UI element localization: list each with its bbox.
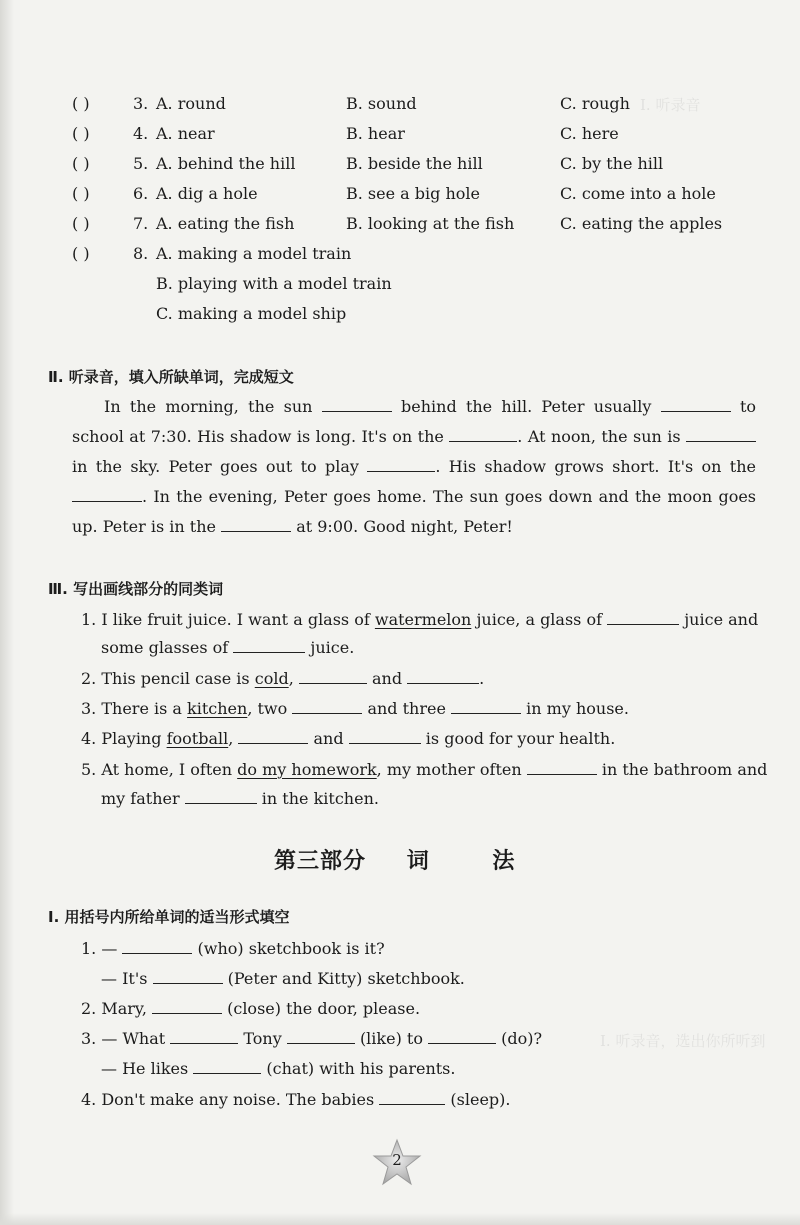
question-text: 4. Playing	[81, 729, 162, 748]
question-text: some glasses of	[101, 638, 229, 657]
page-bottom-shadow	[0, 1213, 800, 1225]
question-text: and three	[367, 699, 446, 718]
option-a: A. behind the hill	[156, 154, 296, 173]
answer-bracket[interactable]: ( )	[72, 154, 90, 173]
answer-bracket[interactable]: ( )	[72, 94, 90, 113]
question-text: , two	[247, 699, 288, 718]
underlined-word: do my homework	[237, 760, 377, 779]
blank[interactable]	[299, 667, 367, 684]
question-text: (chat) with his parents.	[266, 1059, 456, 1078]
passage-text: at 7:30. His shadow is long. It's on the	[129, 427, 444, 446]
question-number: 8.	[133, 244, 149, 263]
section-heading-grammar: Ⅰ. 用括号内所给单词的适当形式填空	[48, 908, 290, 926]
answer-bracket[interactable]: ( )	[72, 124, 90, 143]
question-text: and	[313, 729, 344, 748]
synonym-question-1	[81, 608, 758, 630]
question-text: 3. — What	[81, 1029, 166, 1048]
blank[interactable]	[153, 967, 223, 984]
question-text: juice, a glass of	[476, 610, 603, 629]
blank[interactable]	[607, 608, 679, 625]
option-a: A. round	[156, 94, 226, 113]
underlined-word: kitchen	[187, 699, 248, 718]
blank[interactable]	[238, 727, 308, 744]
blank[interactable]	[122, 937, 192, 954]
question-text: (like) to	[359, 1029, 423, 1048]
option-a: A. eating the fish	[156, 214, 295, 233]
question-text: ,	[288, 669, 294, 688]
passage	[72, 392, 756, 542]
question-text: — It's	[101, 969, 148, 988]
passage-text: in the	[72, 457, 122, 476]
section-heading-synonyms: Ⅲ. 写出画线部分的同类词	[48, 580, 224, 598]
blank[interactable]	[322, 395, 392, 412]
option-a: A. making a model train	[156, 244, 352, 263]
blank[interactable]	[451, 697, 521, 714]
passage-text: . At noon, the sun is	[517, 427, 681, 446]
grammar-question-4	[81, 1088, 510, 1110]
question-text: 4. Don't make any noise. The babies	[81, 1090, 375, 1109]
blank[interactable]	[428, 1027, 496, 1044]
part-title	[274, 844, 515, 875]
blank[interactable]	[287, 1027, 355, 1044]
grammar-question-3-answer	[101, 1057, 455, 1079]
blank[interactable]	[686, 425, 756, 442]
option-a: A. near	[156, 124, 215, 143]
blank[interactable]	[449, 425, 517, 442]
part-title-number: 第三部分	[274, 849, 367, 874]
option-b: B. see a big hole	[346, 184, 480, 203]
question-text: in the bathroom and	[601, 760, 768, 779]
passage-text: the evening, Peter goes home. The sun goes down and the moon goes up. Peter is in the	[72, 487, 757, 536]
question-number: 3.	[133, 94, 149, 113]
grammar-question-2	[81, 997, 420, 1019]
question-text: 2. This pencil case is	[81, 669, 250, 688]
part-title-word: 法	[492, 849, 516, 874]
passage-text: at 9:00. Good night, Peter!	[296, 517, 513, 536]
question-text: and	[371, 669, 403, 688]
option-a: A. dig a hole	[156, 184, 258, 203]
grammar-question-1-answer	[101, 967, 465, 989]
option-b: B. hear	[346, 124, 405, 143]
synonym-question-1-cont	[101, 636, 354, 658]
option-c: C. eating the apples	[560, 214, 723, 233]
grammar-question-3	[81, 1027, 542, 1049]
passage-text: . His shadow grows short. It's on the	[435, 457, 757, 476]
question-number: 5.	[133, 154, 149, 173]
question-text: juice and	[684, 610, 759, 629]
option-b: B. beside the hill	[346, 154, 483, 173]
underlined-word: cold	[254, 669, 289, 688]
passage-text: behind the hill. Peter usually	[401, 397, 652, 416]
synonym-question-4	[81, 727, 615, 749]
option-b: B. playing with a model train	[156, 274, 392, 293]
option-b: B. sound	[346, 94, 417, 113]
blank[interactable]	[349, 727, 421, 744]
page-number: 2	[392, 1151, 402, 1169]
question-text: .	[479, 669, 485, 688]
question-text: 3. There is a	[81, 699, 182, 718]
question-text: juice.	[310, 638, 355, 657]
option-c: C. making a model ship	[156, 304, 347, 323]
blank[interactable]	[221, 515, 291, 532]
blank[interactable]	[170, 1027, 238, 1044]
bleed-through-text: Ⅰ. 听录音，选出你所听到	[600, 1032, 766, 1050]
bleed-through-text: Ⅰ. 听录音	[640, 96, 701, 114]
question-text: Tony	[243, 1029, 282, 1048]
question-text: in my house.	[526, 699, 629, 718]
blank[interactable]	[527, 758, 597, 775]
question-text: 1. —	[81, 939, 118, 958]
blank[interactable]	[185, 787, 257, 804]
underlined-word: watermelon	[374, 610, 472, 629]
blank[interactable]	[72, 485, 142, 502]
passage-text: In the morning, the sun	[104, 397, 313, 416]
question-text: 1. I like fruit juice. I want a glass of	[81, 610, 370, 629]
blank[interactable]	[152, 997, 222, 1014]
passage-text: sky. Peter goes out to play	[130, 457, 359, 476]
answer-bracket[interactable]: ( )	[72, 244, 90, 263]
synonym-question-5	[81, 758, 767, 780]
blank[interactable]	[193, 1057, 261, 1074]
question-text: my father	[101, 789, 180, 808]
option-c: C. by the hill	[560, 154, 664, 173]
question-text: 5. At home, I often	[81, 760, 233, 779]
option-c: C. rough	[560, 94, 630, 113]
question-text: (do)?	[501, 1029, 543, 1048]
question-text: , my mother often	[376, 760, 522, 779]
blank[interactable]	[367, 455, 435, 472]
synonym-question-2	[81, 667, 484, 689]
question-text: 2. Mary,	[81, 999, 147, 1018]
question-text: (Peter and Kitty) sketchbook.	[227, 969, 465, 988]
option-b: B. looking at the fish	[346, 214, 515, 233]
page-edge-shadow	[0, 0, 14, 1225]
synonym-question-5-cont	[101, 787, 379, 809]
question-text: — He likes	[101, 1059, 189, 1078]
section-heading-listening-fill: Ⅱ. 听录音，填入所缺单词，完成短文	[48, 368, 294, 386]
grammar-question-1	[81, 937, 385, 959]
part-title-word: 词	[406, 849, 430, 874]
question-number: 4.	[133, 124, 149, 143]
blank[interactable]	[661, 395, 731, 412]
question-number: 7.	[133, 214, 149, 233]
option-c: C. here	[560, 124, 619, 143]
underlined-word: football	[166, 729, 229, 748]
blank[interactable]	[407, 667, 479, 684]
passage-text: . In	[142, 487, 170, 506]
question-text: ,	[228, 729, 234, 748]
option-c: C. come into a hole	[560, 184, 716, 203]
question-number: 6.	[133, 184, 149, 203]
answer-bracket[interactable]: ( )	[72, 214, 90, 233]
blank[interactable]	[292, 697, 362, 714]
question-text: (who) sketchbook is it?	[197, 939, 385, 958]
blank[interactable]	[379, 1088, 445, 1105]
passage-text: to school	[72, 397, 757, 446]
blank[interactable]	[233, 636, 305, 653]
question-text: (close) the door, please.	[227, 999, 421, 1018]
answer-bracket[interactable]: ( )	[72, 184, 90, 203]
question-text: (sleep).	[450, 1090, 511, 1109]
synonym-question-3	[81, 697, 629, 719]
question-text: is good for your health.	[425, 729, 616, 748]
question-text: in the kitchen.	[261, 789, 379, 808]
